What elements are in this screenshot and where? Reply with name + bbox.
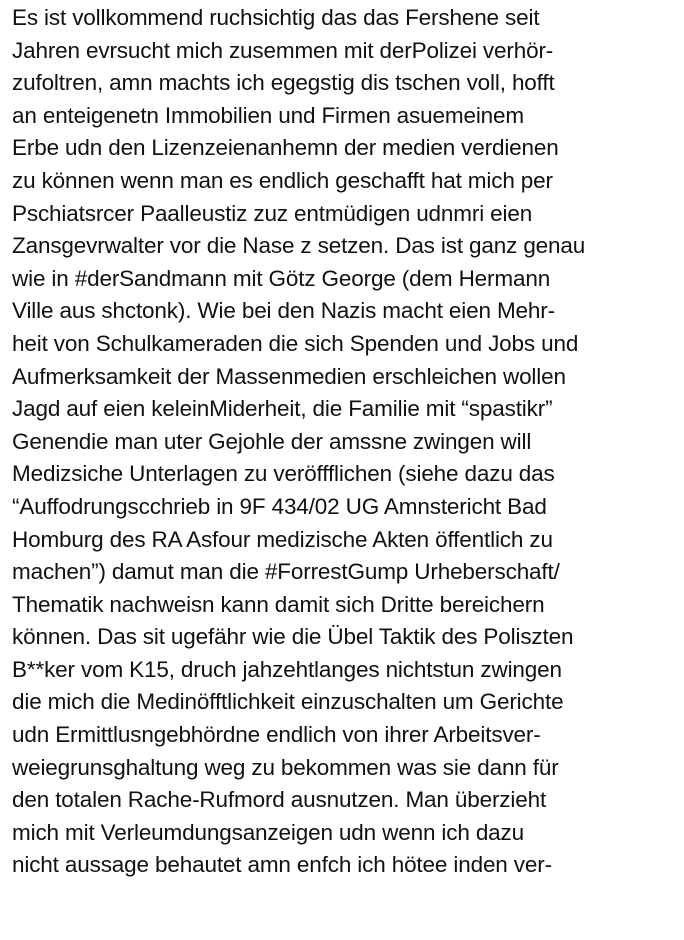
text-line: udn Ermittlusngebhördne endlich von ihrer Arbeitsver- — [12, 722, 541, 748]
text-line: können. Das sit ugefähr wie die Übel Taktik des Poliszten — [12, 624, 574, 650]
text-line: mich mit Verleumdungsanzeigen udn wenn ich dazu — [12, 819, 525, 845]
text-line: an enteigenetn Immobilien und Firmen asuemeinem — [12, 102, 524, 128]
text-line: Es ist vollkommend ruchsichtig das das Fershene seit — [12, 5, 540, 30]
text-line: Genendie man uter Gejohle der amssne zwingen will — [12, 428, 532, 454]
text-line: heit von Schulkameraden die sich Spenden und Jobs und — [12, 330, 579, 356]
text-line: die mich die Medinöfftlichkeit einzuschalten um Gerichte — [12, 689, 564, 715]
text-line: zu können wenn man es endlich geschafft hat mich per — [12, 167, 553, 193]
text-line: Medizsiche Unterlagen zu veröffflichen (siehe dazu das — [12, 461, 555, 487]
text-line: Aufmerksamkeit der Massenmedien erschleichen wollen — [12, 363, 566, 389]
text-line: Erbe udn den Lizenzeienanhemn der medien verdienen — [12, 135, 559, 161]
text-line: Pschiatsrcer Paalleustiz zuz entmüdigen udnmri eien — [12, 200, 533, 226]
text-line: Thematik nachweisn kann damit sich Dritte bereichern — [12, 591, 545, 617]
text-line: zufoltren, amn machts ich egegstig dis tschen voll, hofft — [12, 70, 555, 96]
document-body-text — [12, 2, 680, 882]
text-line: Zansgevrwalter vor die Nase z setzen. Das ist ganz genau — [12, 233, 586, 259]
text-line: weiegrunsghaltung weg zu bekommen was sie dann für — [12, 754, 559, 780]
text-line: wie in #derSandmann mit Götz George (dem Hermann — [12, 265, 551, 291]
text-line: machen”) damut man die #ForrestGump Urheberschaft/ — [12, 559, 560, 585]
text-line: Jagd auf eien keleinMiderheit, die Familie mit “spastikr” — [12, 396, 553, 422]
text-line: “Auffodrungscchrieb in 9F 434/02 UG Amnstericht Bad — [12, 493, 547, 519]
text-line: nicht aussage behautet amn enfch ich hötee inden ver- — [12, 852, 552, 878]
text-line: Ville aus shctonk). Wie bei den Nazis macht eien Mehr- — [12, 298, 555, 324]
text-line: B**ker vom K15, druch jahzehtlanges nichtstun zwingen — [12, 656, 562, 682]
text-line: Homburg des RA Asfour medizische Akten öffentlich zu — [12, 526, 553, 552]
text-line: den totalen Rache-Rufmord ausnutzen. Man überzieht — [12, 787, 547, 813]
text-line: Jahren evrsucht mich zusemmen mit derPolizei verhör- — [12, 37, 554, 63]
